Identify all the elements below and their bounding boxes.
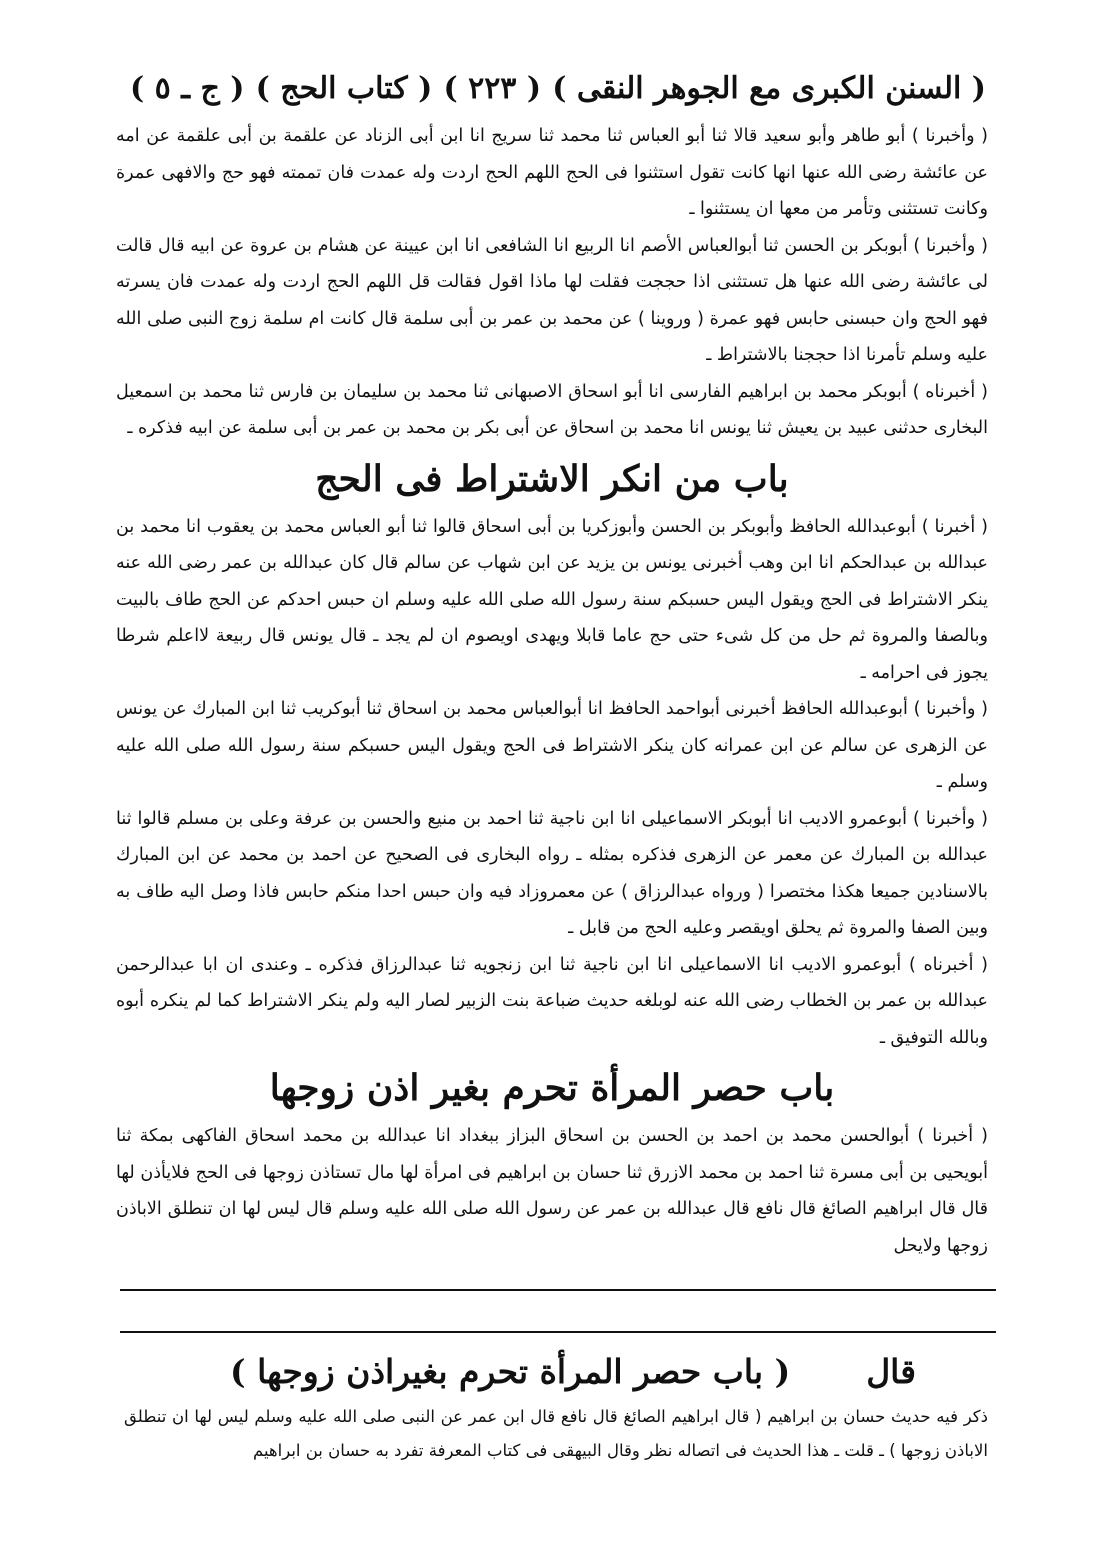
paragraph: ( أخبرناه ) أبوعمرو الاديب انا الاسماعيلى انا ابن ناجية ثنا ابن زنجويه ثنا عبدالرزاق فذكره ـ وعندى ان ابا عبدالرحمن عبدالله بن عمر بن الخطاب رضى الله عنه لوبلغه حديث ضباعة بنت الزبير لصار اليه ولم ينكر الاشتراط كما لم ينكره أبوه وبالله التوفيق ـ	[116, 954, 988, 1048]
book-title: ( السنن الكبرى مع الجوهر النقى )	[552, 70, 986, 106]
section-heading: باب من انكر الاشتراط فى الحج	[315, 457, 789, 500]
volume-number: ( ج ـ ٥ )	[130, 70, 245, 106]
running-header	[130, 66, 986, 110]
commentary-text: ذكر فيه حديث حسان بن ابراهيم ( قال ابراهيم الصائغ قال نافع قال ابن عمر عن النبى صلى الله عليه وسلم ليس لها ان تنطلق الاباذن زوجها ) ـ قلت ـ هذا الحديث فى اتصاله نظر وقال البيهقى فى كتاب المعرفة تفرد به حسان بن ابراهيم	[124, 1407, 988, 1460]
section-heading: باب حصر المرأة تحرم بغير اذن زوجها	[269, 1067, 835, 1109]
commentary-qal: قال	[866, 1352, 916, 1391]
paragraph: ( أخبرناه ) أبوبكر محمد بن ابراهيم الفارسى انا أبو اسحاق الاصبهانى ثنا محمد بن سليمان بن فارس ثنا محمد بن اسمعيل البخارى حدثنى عبيد بن يعيش ثنا يونس انا محمد بن اسحاق عن أبى بكر بن محمد بن عمر بن أبى سلمة عن ابيه فذكره ـ	[116, 381, 988, 438]
paragraph: ( أخبرنا ) أبوالحسن محمد بن احمد بن الحسن بن اسحاق البزاز ببغداد انا عبدالله بن محمد اسحاق الفاكهى بمكة ثنا أبويحيى بن أبى مسرة ثنا احمد بن محمد الازرق ثنا حسان بن ابراهيم فى امرأة لها مال تستاذن زوجها فى الحج فلايأذن لها قال قال ابراهيم الصائغ قال نافع قال عبدالله بن عمر عن رسول الله صلى الله عليه وسلم قال ليس لها ان تنطلق الاباذن زوجها ولايحل	[116, 1126, 988, 1256]
commentary-heading	[124, 1346, 988, 1398]
page-number: ( ٢٢٣ )	[443, 70, 542, 106]
commentary-title: ( باب حصر المرأة تحرم بغيراذن زوجها )	[230, 1352, 791, 1391]
paragraph: ( وأخبرنا ) أبوبكر بن الحسن ثنا أبوالعباس الأصم انا الربيع انا الشافعى انا ابن عيينة عن هشام بن عروة عن ابيه قال قالت لى عائشة رضى الله عنها هل تستثنى اذا حججت فقلت لها ماذا اقول فقالت قل اللهم الحج اردت وله عمدت فان يسرته فهو الحج وان حبسنى حابس فهو عمرة ( وروينا ) عن محمد بن عمر بن أبى سلمة قال كانت ام سلمة زوج النبى صلى الله عليه وسلم تأمرنا اذا حججنا بالاشتراط ـ	[116, 235, 988, 365]
paragraph: ( أخبرنا ) أبوعبدالله الحافظ وأبوبكر بن الحسن وأبوزكريا بن أبى اسحاق قالوا ثنا أبو العباس محمد بن يعقوب انا محمد بن عبدالله بن عبدالحكم انا ابن وهب أخبرنى يونس بن يزيد عن ابن شهاب عن سالم قال كان عبدالله بن عمر رضى الله عنه ينكر الاشتراط فى الحج ويقول اليس حسبكم سنة رسول الله صلى الله عليه وسلم ان حبس احدكم عن الحج طاف بالبيت وبالصفا والمروة ثم حل من كل شىء حتى حج عاما قابلا ويهدى اويصوم ان لم يجد ـ قال يونس قال ربيعة لااعلم شرطا يجوز فى احرامه ـ	[116, 516, 988, 683]
chapter-title: ( كتاب الحج )	[255, 70, 433, 106]
paragraph: ( وأخبرنا ) أبو طاهر وأبو سعيد قالا ثنا أبو العباس ثنا محمد ثنا سريج انا ابن أبى الزناد عن علقمة بن أبى علقمة عن امه عن عائشة رضى الله عنها انها كانت تقول استثنوا فى الحج اللهم الحج اردت وله عمدت فان تممته فهو حج والافهى عمرة وكانت تستثنى وتأمر من معها ان يستثنوا ـ	[116, 126, 988, 219]
main-text	[116, 118, 988, 1264]
divider-line	[120, 1289, 996, 1291]
paragraph: ( وأخبرنا ) أبوعبدالله الحافظ أخبرنى أبواحمد الحافظ انا أبوالعباس محمد بن اسحاق ثنا أبوكريب ثنا ابن المبارك عن يونس عن الزهرى عن سالم عن ابن عمرانه كان ينكر الاشتراط فى الحج ويقول اليس حسبكم سنة رسول الله صلى الله عليه وسلم ـ	[116, 699, 988, 792]
commentary-section	[124, 1346, 988, 1468]
divider-line	[120, 1331, 996, 1333]
paragraph: ( وأخبرنا ) أبوعمرو الاديب انا أبوبكر الاسماعيلى انا ابن ناجية ثنا احمد بن منيع والحسن بن عرفة وعلى بن مسلم قالوا ثنا عبدالله بن المبارك عن معمر عن الزهرى فذكره بمثله ـ رواه البخارى فى الصحيح عن احمد بن محمد عن ابن المبارك بالاسنادين جميعا هكذا مختصرا ( ورواه عبدالرزاق ) عن معمروزاد فيه وان حبس احدا منكم حابس فاذا وصل اليه طاف به وبين الصفا والمروة ثم يحلق اويقصر وعليه الحج من قابل ـ	[116, 808, 988, 938]
